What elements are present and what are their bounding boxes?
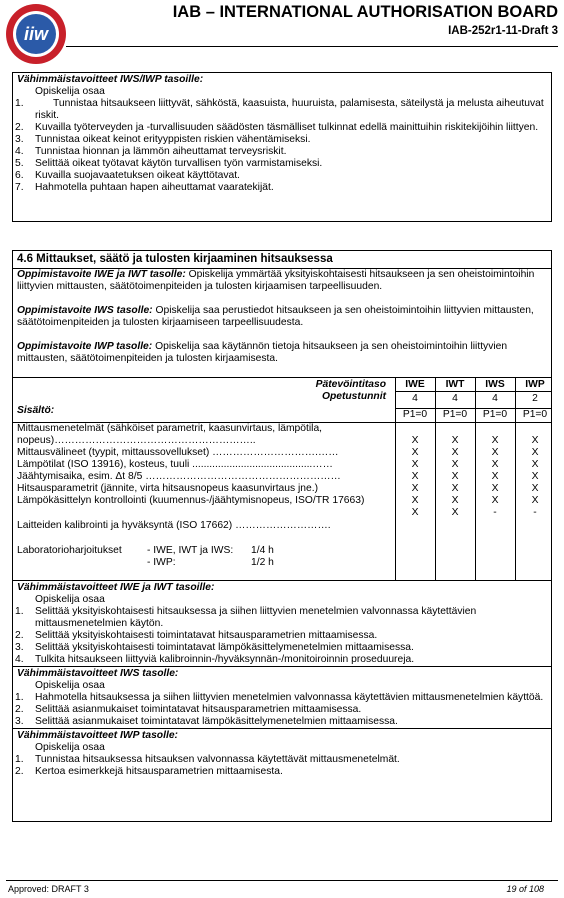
iiw-logo: [4, 2, 68, 66]
list-item: 2. Kuvailla työterveyden ja -turvallisuuden säädösten täsmälliset tulkinnat edellä mainittuihin riskitekijöihin liittyen.: [15, 122, 539, 133]
list-item: 3. Selittää asianmukaiset toimintatavat lämpökäsittelymenetelmien mittaamisessa.: [15, 716, 398, 727]
list-item: 2. Selittää asianmukaiset toimintatavat hitsausparametrien mittaamisessa.: [15, 704, 362, 715]
list-item: 1. Selittää yksityiskohtaisesti hitsauksessa ja siihen liittyvien menetelmien valvonnassa käytettävien mittausmenetelmien käytön.: [15, 606, 477, 629]
objective-iws: Oppimistavoite IWS tasolle: Opiskelija saa perustiedot hitsaukseen ja sen oheistoimintoihin liittyvien mittausten, säätötoimenpiteiden ja tulosten kirjaamiseen tarpeellisuudesta.: [17, 305, 534, 328]
lab-line1-key: - IWE, IWT ja IWS:: [147, 545, 234, 556]
col-iwt: IWT: [445, 379, 465, 390]
footer-page-number: 19 of 108: [506, 884, 544, 894]
footer-approved: Approved: DRAFT 3: [8, 884, 89, 894]
list-item: 5. Selittää oikeat työtavat käytön turvallisen työn varmistamiseksi.: [15, 158, 323, 169]
table-row: Laitteiden kalibrointi ja hyväksyntä (ISO 17662) ……………………….: [17, 520, 331, 531]
p-iwt: P1=0: [442, 409, 468, 420]
p-iws: P1=0: [482, 409, 508, 420]
level-label: Pätevöintitaso: [315, 379, 386, 390]
hours-label: Opetustunnit: [321, 391, 386, 402]
hours-iwt: 4: [452, 393, 458, 404]
header-rule: [66, 46, 558, 47]
content-label: Sisältö:: [17, 405, 55, 416]
box1-list: [13, 98, 551, 194]
col-iws: IWS: [485, 379, 505, 390]
hours-iws: 4: [492, 393, 498, 404]
lab-line2-val: 1/2 h: [251, 557, 274, 568]
objective-iwp: Oppimistavoite IWP tasolle: Opiskelija saa käytännön tietoja hitsaukseen ja sen oheistoimintoihin liittyvien mittausten, säätötoimenpiteiden ja tulosten kirjaamisesta.: [17, 341, 508, 364]
header-title: IAB – INTERNATIONAL AUTHORISATION BOARD: [172, 3, 558, 21]
objective-iwe-iwt: Oppimistavoite IWE ja IWT tasolle: Opiskelija ymmärtää yksityiskohtaisesti hitsaukseen ja sen oheistoimintoihin liittyvien mittausten, säätötoimenpiteiden ja tulosten kirjaamisen tarpeellisuuden.: [17, 269, 535, 292]
table-row: Lämpökäsittelyn kontrollointi (kuumennus-/jäähtymisnopeus, ISO/TR 17663): [17, 495, 365, 506]
col-iwp: IWP: [525, 379, 545, 390]
table-row: Hitsausparametrit (jännite, virta hitsausnopeus kaasunvirtaus jne.): [17, 483, 319, 494]
minimum-objectives-iwe-iwt: Vähimmäistavoitteet IWE ja IWT tasoille: Opiskelija osaa 1. Selittää yksityiskohtaisesti hitsauksessa ja siihen liittyvien menetelmien valvonnassa käytettävien mittausmenetelmien käytön. 2. Selittää yksityiskohtaisesti toimintatavat hitsausparametrien mittaamisessa. 3. Selittää yksityiskohtaisesti toimintatavat lämpökäsittelymenetelmien mittaamisessa. 4. Tulkita hitsaukseen liittyviä kalibroinnin-/hyväksynnän-/monitoiroinnin proseduureja.: [13, 581, 551, 666]
minimum-objectives-iws: Vähimmäistavoitteet IWS tasolle: Opiskelija osaa 1. Hahmotella hitsauksessa ja siihen liittyvien menetelmien valvonnassa käytettävien mittausmenetelmien käyttöä. 2. Selittää asianmukaiset toimintatavat hitsausparametrien mittaamisessa. 3. Selittää asianmukaiset toimintatavat lämpökäsittelymenetelmien mittaamisessa.: [13, 667, 551, 728]
lab-line2-key: - IWP:: [147, 557, 176, 568]
qualification-table-body: Mittausmenetelmät (sähköiset parametrit, kaasunvirtaus, lämpötila, nopeus)………………………………………………….. Mittausvälineet (tyypit, mittaussovellukset) ………………………….…… Lämpötilat (ISO 13916), kosteus, tuuli ..........................................…… Jäähtymisaika, esim. Δt 8/5 ………………………………………………… Hitsausparametrit (jännite, virta hitsausnopeus kaasunvirtaus jne.) Lämpökäsittelyn kontrollointi (kuumennus-/jäähtymisnopeus, ISO/TR 17663) Laitteiden kalibrointi ja hyväksyntä (ISO 17662) ………………………. X X X X X X X X X X X X X X X X X X X X X X X X X X - - Laboratorioharjoitukset - IWE, IWT ja IWS: 1/4 h - IWP: 1/2 h: [13, 423, 551, 580]
list-item: 4. Tunnistaa hionnan ja lämmön aiheuttamat terveysriskit.: [15, 146, 287, 157]
hours-iwp: 2: [532, 393, 538, 404]
table-row: Mittausvälineet (tyypit, mittaussovellukset) ………………………….……: [17, 447, 339, 458]
section-title: 4.6 Mittaukset, säätö ja tulosten kirjaaminen hitsauksessa: [17, 253, 333, 265]
box1-intro: Opiskelija osaa: [35, 86, 105, 97]
list-item: 4. Tulkita hitsaukseen liittyviä kalibroinnin-/hyväksynnän-/monitoiroinnin proseduureja.: [15, 654, 415, 665]
list-item: 1. Hahmotella hitsauksessa ja siihen liittyvien menetelmien valvonnassa käytettävien mittausmenetelmien käyttöä.: [15, 692, 544, 703]
p-iwe: P1=0: [402, 409, 428, 420]
list-item: 1. Tunnistaa hitsaukseen liittyvät, sähköstä, kaasuista, huuruista, palamisesta, säteilystä ja melusta aiheutuvat riskit.: [15, 98, 544, 121]
lab-label: Laboratorioharjoitukset: [17, 545, 122, 556]
table-row: Jäähtymisaika, esim. Δt 8/5 …………………………………………………: [17, 471, 341, 482]
list-item: 3. Selittää yksityiskohtaisesti toimintatavat lämpökäsittelymenetelmien mittaamisessa.: [15, 642, 414, 653]
section-4-6: [12, 250, 552, 822]
list-item: 6. Kuvailla suojavaatetuksen oikeat käyttötavat.: [15, 170, 240, 181]
list-item: 7. Hahmotella puhtaan hapen aiheuttamat vaaratekijät.: [15, 182, 274, 193]
table-row: Mittausmenetelmät (sähköiset parametrit, kaasunvirtaus, lämpötila, nopeus)…………………………………………………..: [17, 423, 323, 446]
logo-text: iiw: [23, 24, 49, 44]
col-iwe: IWE: [405, 379, 425, 390]
box1-title: Vähimmäistavoitteet IWS/IWP tasoille:: [17, 74, 204, 85]
header-doc-id: IAB-252r1-11-Draft 3: [448, 25, 558, 37]
table-row: Lämpötilat (ISO 13916), kosteus, tuuli ..........................................……: [17, 459, 333, 470]
minimum-objectives-iwp: Vähimmäistavoitteet IWP tasolle: Opiskelija osaa 1. Tunnistaa hitsauksessa hitsauksen valvonnassa käytettävät mittausmenetelmät. 2. Kertoa esimerkkejä hitsausparametrien mittaamisesta.: [13, 729, 551, 778]
list-item: 1. Tunnistaa hitsauksessa hitsauksen valvonnassa käytettävät mittausmenetelmät.: [15, 754, 400, 765]
hours-iwe: 4: [412, 393, 418, 404]
p-iwp: P1=0: [522, 409, 548, 420]
lab-line1-val: 1/4 h: [251, 545, 274, 556]
list-item: 2. Kertoa esimerkkejä hitsausparametrien mittaamisesta.: [15, 766, 283, 777]
qualification-table-header: [13, 378, 551, 422]
list-item: 3. Tunnistaa oikeat keinot erityyppisten riskien vähentämiseksi.: [15, 134, 311, 145]
list-item: 2. Selittää yksityiskohtaisesti toimintatavat hitsausparametrien mittaamisessa.: [15, 630, 378, 641]
minimum-objectives-iws-iwp-box: [12, 72, 552, 222]
